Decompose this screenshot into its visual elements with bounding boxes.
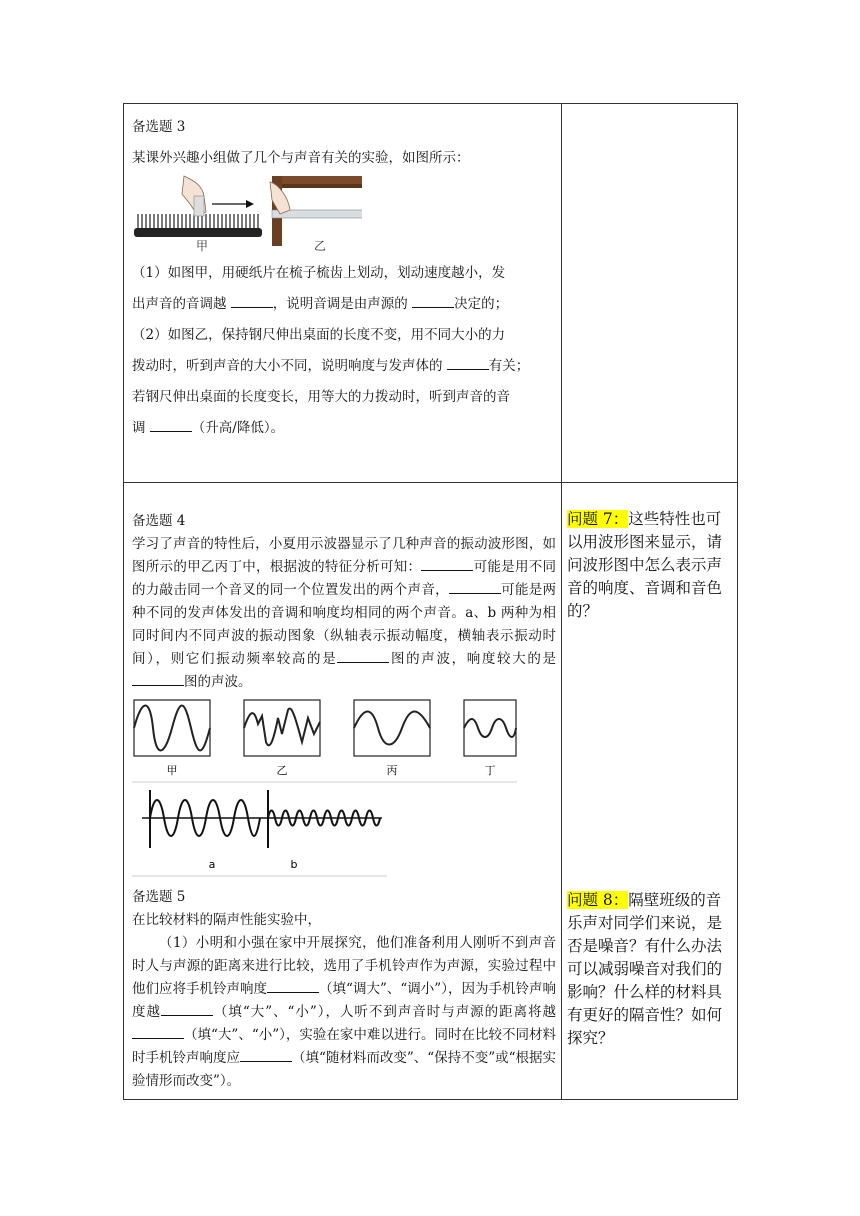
figure-label-jia: 甲 (195, 239, 209, 252)
wave-label-ding: 丁 (484, 764, 496, 777)
question-7 (567, 508, 735, 623)
q3-text: ，说明音调是由声源的 (272, 296, 408, 312)
blank-pitch-change[interactable] (150, 419, 192, 432)
q5-text: （填“调大”、“调小”），因为手机铃声响度越 (132, 981, 556, 1020)
q4-text: 学习了声音的特性后，小夏用示波器显示了几种声音的振动波形图，如图所示的甲乙丙丁中，根据波的特征分析可知： (132, 536, 556, 575)
blank-pitch[interactable] (231, 295, 273, 308)
blank-volume-size[interactable] (161, 1003, 213, 1016)
question-3-cell (132, 112, 556, 444)
q3-text: 决定的； (454, 296, 509, 312)
blank-same-loudness[interactable] (449, 581, 501, 594)
worksheet-table (123, 103, 738, 1100)
comb-illustration (134, 176, 262, 237)
comb-ruler-figure (132, 174, 362, 252)
q3-text: 出声音的音调越 (132, 296, 227, 312)
question-7-label: 问题 7： (567, 510, 629, 528)
figure-label-yi: 乙 (313, 239, 327, 252)
blank-keep-volume[interactable] (240, 1049, 292, 1062)
column-divider (561, 104, 562, 1099)
blank-same-pitch[interactable] (421, 558, 473, 571)
q4-text: 图的声波，响度较大的是 (389, 651, 557, 667)
q3-text: 调 (132, 420, 146, 436)
q3-text: 拨动时，听到声音的大小不同，说明响度与发声体的 (132, 358, 443, 374)
question-4-5-cell (132, 510, 556, 1093)
q3-text: 有关； (488, 358, 530, 374)
row-divider (124, 482, 737, 483)
q3-part2-line1: （2）如图乙，保持钢尺伸出桌面的长度不变，用不同大小的力 (132, 327, 506, 343)
question-7-text: 这些特性也可以用波形图来显示，请问波形图中怎么表示声音的响度、音调和音色的？ (567, 510, 723, 620)
blank-volume-setting[interactable] (267, 980, 319, 993)
q5-text: （填“大”、“小”），人听不到声音时与声源的距离将越 (212, 1004, 557, 1020)
question-4-text (132, 533, 556, 694)
q3-part2-line3: 若钢尺伸出桌面的长度变长，用等大的力拨动时，听到声音的音 (132, 389, 510, 405)
q4-text: 可能是用不同的力敲击同一个音叉的同一个位置发出的两个声音， (132, 559, 557, 598)
blank-higher-frequency[interactable] (337, 650, 389, 663)
wave-ding (464, 719, 516, 737)
q4-text: 可能是两种不同的发声体发出的音调和响度均相同的两个声音。a、b 两种为相同时间内不同声波的振动图象（纵轴表示振动幅度，横轴表示振动时间），则它们振动频率较高的是 (132, 582, 557, 667)
wave-bing (354, 712, 430, 745)
wave-label-b: b (290, 858, 298, 871)
wave-box-ding (464, 700, 516, 756)
wave-label-jia: 甲 (166, 764, 178, 777)
blank-frequency[interactable] (412, 295, 454, 308)
question-5-intro: 在比较材料的隔声性能实验中， (132, 912, 321, 928)
wave-label-yi: 乙 (276, 764, 288, 777)
question-5-text (132, 932, 556, 1093)
q5-text: （填“大”、“小”），实验在家中难以进行。同时在比较不同材料时手机铃声响度应 (132, 1027, 556, 1066)
question-7-cell (567, 508, 735, 623)
q3-part2-line4 (132, 413, 556, 444)
wave-label-a: a (208, 858, 216, 871)
q5-text: （1）小明和小强在家中开展探究，他们准备利用人刚听不到声音时人与声源的距离来进行比较，选用了手机铃声作为声源，实验过程中他们应将手机铃声响度 (132, 935, 556, 997)
q4-text: 图的声波。 (184, 674, 252, 690)
wave-yi (244, 709, 320, 746)
question-3-intro: 某课外兴趣小组做了几个与声音有关的实验，如图所示： (132, 150, 470, 166)
question-3-title: 备选题 3 (132, 119, 186, 135)
q5-text: （填“随材料而改变”、“保持不变”或“根据实验情形而改变”）。 (132, 1050, 557, 1089)
wave-box-bing (354, 700, 430, 756)
blank-distance[interactable] (132, 1026, 184, 1039)
q3-text: （升高/降低）。 (191, 420, 285, 436)
question-8 (567, 889, 735, 1050)
wave-jia (134, 706, 210, 751)
question-8-text: 隔壁班级的音乐声对同学们来说，是否是噪音？有什么办法可以减弱噪音对我们的影响？什么样的材料具有更好的隔音性？如何探究？ (567, 891, 723, 1047)
wave-box-yi (244, 700, 320, 756)
blank-louder[interactable] (132, 673, 184, 686)
question-8-cell (567, 889, 735, 1050)
ruler-illustration (270, 176, 362, 246)
blank-amplitude[interactable] (447, 357, 489, 370)
question-8-label: 问题 8： (567, 891, 629, 909)
q3-part1-line2 (132, 289, 556, 320)
question-4-title: 备选题 4 (132, 513, 186, 529)
question-5-title: 备选题 5 (132, 889, 186, 905)
q3-part2-line2 (132, 351, 556, 382)
q3-part1-line1: （1）如图甲，用硬纸片在梳子梳齿上划动，划动速度越小，发 (132, 265, 506, 281)
waveform-figure (132, 698, 517, 878)
wave-label-bing: 丙 (386, 764, 398, 777)
